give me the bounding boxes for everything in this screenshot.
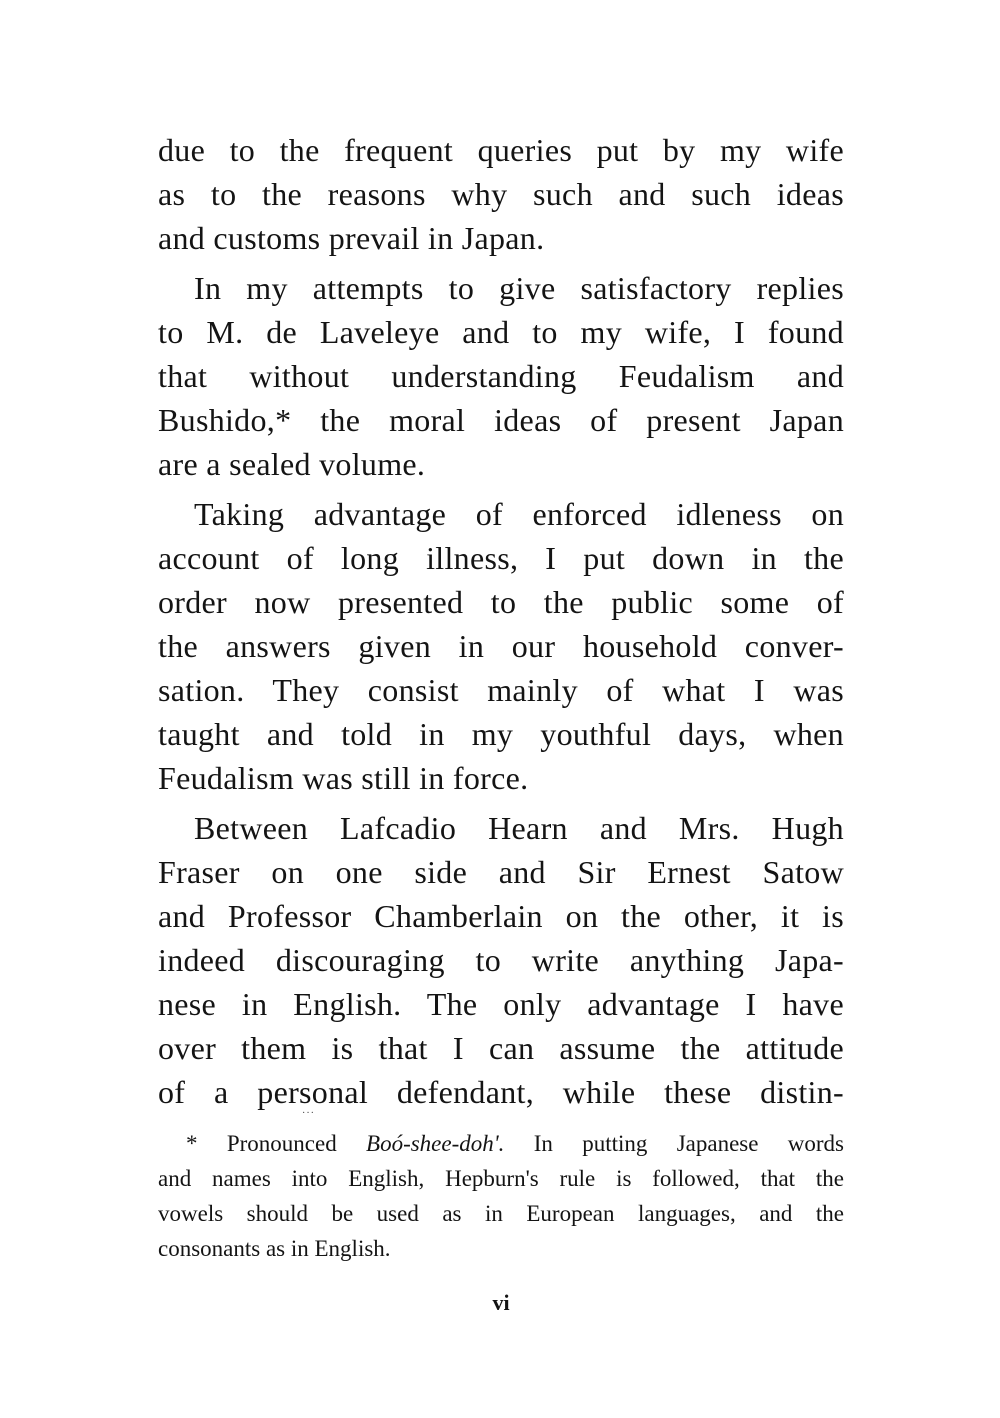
text-line: order now presented to the public some of	[158, 584, 844, 620]
text-line: Feudalism was still in force.	[158, 760, 529, 796]
footnote	[158, 1126, 844, 1266]
paragraph-1	[158, 128, 844, 260]
book-page	[158, 0, 844, 1418]
text-line: due to the frequent queries put by my wife	[158, 132, 844, 168]
text-line: In my attempts to give satisfactory replies	[194, 270, 844, 306]
text-line: taught and told in my youthful days, when	[158, 716, 844, 752]
paragraph-2	[158, 266, 844, 486]
text-line: indeed discouraging to write anything Japa-	[158, 942, 844, 978]
footnote-text: In putting Japanese words	[504, 1131, 844, 1156]
text-line: and customs prevail in Japan.	[158, 220, 545, 256]
footnote-line	[158, 1126, 844, 1161]
text-line: the answers given in our household conver-	[158, 628, 844, 664]
footnote-line: vowels should be used as in European languages, and the	[158, 1201, 844, 1226]
pronunciation: Boó-shee-doh'.	[366, 1131, 505, 1156]
text-line: as to the reasons why such and such ideas	[158, 176, 844, 212]
text-line: Bushido,* the moral ideas of present Japan	[158, 402, 844, 438]
body-text	[158, 128, 844, 1120]
text-line: sation. They consist mainly of what I was	[158, 672, 844, 708]
text-line: that without understanding Feudalism and	[158, 358, 844, 394]
text-line: Fraser on one side and Sir Ernest Satow	[158, 854, 844, 890]
paragraph-3	[158, 492, 844, 800]
text-line: are a sealed volume.	[158, 446, 426, 482]
text-line: and Professor Chamberlain on the other, it is	[158, 898, 844, 934]
footnote-marker: * Pronounced	[186, 1131, 367, 1156]
text-line: Between Lafcadio Hearn and Mrs. Hugh	[194, 810, 844, 846]
text-line: account of long illness, I put down in the	[158, 540, 844, 576]
text-line: to M. de Laveleye and to my wife, I found	[158, 314, 844, 350]
text-line: nese in English. The only advantage I have	[158, 986, 844, 1022]
text-line: Taking advantage of enforced idleness on	[194, 496, 844, 532]
text-line: of a personal defendant, while these distin-	[158, 1074, 844, 1110]
footnote-line: and names into English, Hepburn's rule is followed, that the	[158, 1166, 844, 1191]
page-number: vi	[492, 1290, 510, 1315]
footnote-line: consonants as in English.	[158, 1236, 391, 1261]
footnote-separator: ···	[302, 1108, 315, 1119]
text-line: over them is that I can assume the attitude	[158, 1030, 844, 1066]
paragraph-4	[158, 806, 844, 1114]
